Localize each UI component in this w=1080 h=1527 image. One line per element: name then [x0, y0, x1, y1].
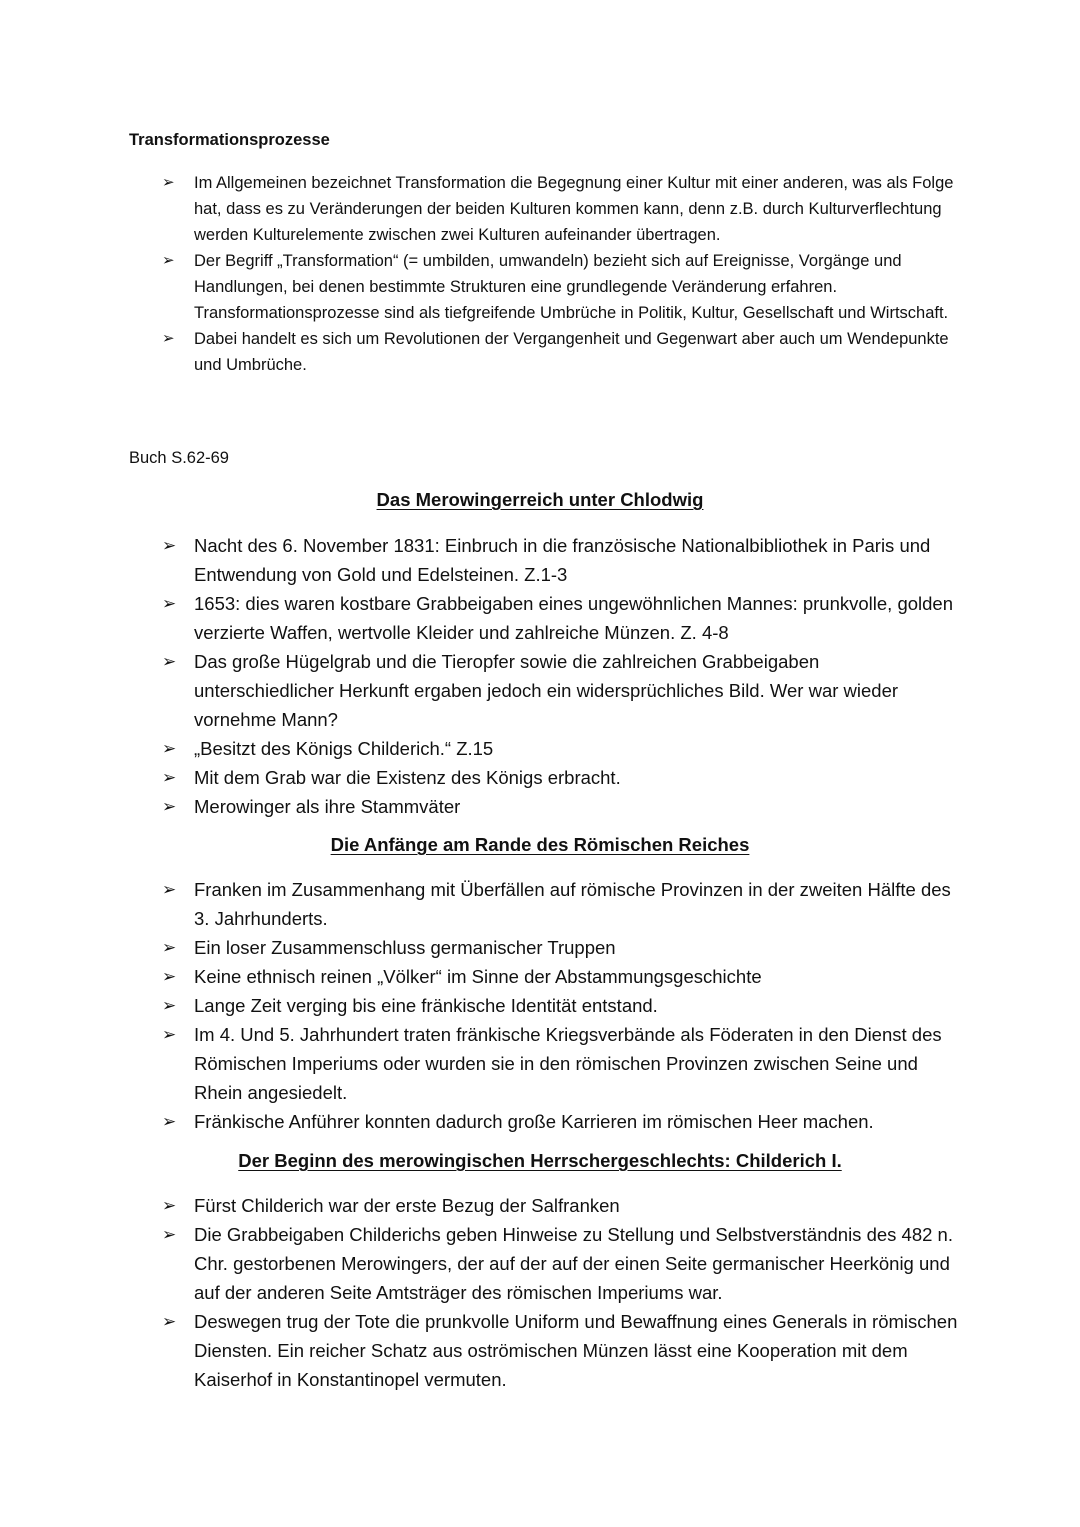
- transformation-bullet-list: [160, 170, 960, 378]
- list-item-text: 1653: dies waren kostbare Grabbeigaben eines ungewöhnlichen Mannes: prunkvolle, golden verzierte Waffen, wertvolle Kleider und zahlreiche Münzen. Z. 4-8: [194, 593, 954, 643]
- arrow-bullet-icon: ➢: [162, 594, 177, 613]
- arrow-bullet-icon: ➢: [162, 1225, 177, 1244]
- arrow-bullet-icon: ➢: [162, 536, 177, 555]
- arrow-bullet-icon: ➢: [162, 330, 175, 347]
- list-item-text: Merowinger als ihre Stammväter: [194, 796, 461, 817]
- list-item-text: Der Begriff „Transformation“ (= umbilden, umwandeln) bezieht sich auf Ereignisse, Vorgänge und Handlungen, bei denen bestimmte Strukturen eine grundlegende Veränderung erfahren. Transformationsprozesse sind als tiefgreifende Umbrüche in Politik, Kultur, Gesellschaft und Wirtschaft.: [194, 252, 949, 322]
- arrow-bullet-icon: ➢: [162, 1025, 177, 1044]
- section-title-transformationsprozesse: Transformationsprozesse: [129, 131, 330, 149]
- list-item: [160, 962, 960, 991]
- heading-merowingerreich: Das Merowingerreich unter Chlodwig: [376, 489, 704, 510]
- anfaenge-bullet-list: [160, 875, 960, 1136]
- list-item-text: Lange Zeit verging bis eine fränkische Identität entstand.: [194, 995, 658, 1016]
- arrow-bullet-icon: ➢: [162, 768, 177, 787]
- arrow-bullet-icon: ➢: [162, 1196, 177, 1215]
- list-item: [160, 589, 960, 647]
- list-item-text: „Besitzt des Königs Childerich.“ Z.15: [194, 738, 494, 759]
- list-item: [160, 734, 960, 763]
- list-item: [160, 933, 960, 962]
- list-item: [160, 1191, 960, 1220]
- arrow-bullet-icon: ➢: [162, 938, 177, 957]
- list-item-text: Deswegen trug der Tote die prunkvolle Uniform und Bewaffnung eines Generals in römischen Diensten. Ein reicher Schatz aus oströmischen Münzen lässt eine Kooperation mit dem Kaiserhof in Konstantinopel vermuten.: [194, 1311, 958, 1390]
- arrow-bullet-icon: ➢: [162, 252, 175, 269]
- list-item-text: Die Grabbeigaben Childerichs geben Hinweise zu Stellung und Selbstverständnis des 482 n. Chr. gestorbenen Merowingers, der auf der auf der einen Seite germanischer Heerkönig und auf der anderen Seite Amtsträger des römischen Imperiums war.: [194, 1224, 953, 1303]
- heading-anfaenge-roemisches-reich: Die Anfänge am Rande des Römischen Reiches: [330, 834, 750, 855]
- list-item: [160, 1220, 960, 1307]
- list-item-text: Das große Hügelgrab und die Tieropfer sowie die zahlreichen Grabbeigaben unterschiedlicher Herkunft ergaben jedoch ein widersprüchliches Bild. Wer war wieder vornehme Mann?: [194, 651, 899, 730]
- childerich-bullet-list: [160, 1191, 960, 1394]
- heading-childerich: Der Beginn des merowingischen Herrschergeschlechts: Childerich I.: [238, 1150, 842, 1171]
- list-item: [160, 1107, 960, 1136]
- list-item-text: Im Allgemeinen bezeichnet Transformation die Begegnung einer Kultur mit einer anderen, was als Folge hat, dass es zu Veränderungen der beiden Kulturen kommen kann, denn z.B. durch Kulturverflechtung werden Kulturelemente zwischen zwei Kulturen aufeinander übertragen.: [194, 174, 954, 244]
- list-item: [160, 248, 960, 326]
- list-item: [160, 1307, 960, 1394]
- book-reference: Buch S.62-69: [129, 449, 229, 467]
- list-item-text: Im 4. Und 5. Jahrhundert traten fränkische Kriegsverbände als Föderaten in den Dienst des Römischen Imperiums oder wurden sie in den römischen Provinzen zwischen Seine und Rhein angesiedelt.: [194, 1024, 942, 1103]
- list-item: [160, 792, 960, 821]
- arrow-bullet-icon: ➢: [162, 739, 177, 758]
- list-item-text: Mit dem Grab war die Existenz des Königs erbracht.: [194, 767, 621, 788]
- arrow-bullet-icon: ➢: [162, 797, 177, 816]
- list-item-text: Nacht des 6. November 1831: Einbruch in die französische Nationalbibliothek in Paris und Entwendung von Gold und Edelsteinen. Z.1-3: [194, 535, 931, 585]
- list-item: [160, 763, 960, 792]
- list-item-text: Ein loser Zusammenschluss germanischer Truppen: [194, 937, 616, 958]
- list-item-text: Franken im Zusammenhang mit Überfällen auf römische Provinzen in der zweiten Hälfte des 3. Jahrhunderts.: [194, 879, 951, 929]
- list-item-text: Fränkische Anführer konnten dadurch große Karrieren im römischen Heer machen.: [194, 1111, 874, 1132]
- arrow-bullet-icon: ➢: [162, 652, 177, 671]
- arrow-bullet-icon: ➢: [162, 1312, 177, 1331]
- arrow-bullet-icon: ➢: [162, 880, 177, 899]
- arrow-bullet-icon: ➢: [162, 996, 177, 1015]
- list-item-text: Keine ethnisch reinen „Völker“ im Sinne der Abstammungsgeschichte: [194, 966, 762, 987]
- list-item: [160, 1020, 960, 1107]
- arrow-bullet-icon: ➢: [162, 174, 175, 191]
- arrow-bullet-icon: ➢: [162, 967, 177, 986]
- merowingerreich-bullet-list: [160, 531, 960, 821]
- arrow-bullet-icon: ➢: [162, 1112, 177, 1131]
- list-item: [160, 326, 960, 378]
- list-item: [160, 647, 960, 734]
- list-item: [160, 991, 960, 1020]
- list-item: [160, 875, 960, 933]
- list-item-text: Dabei handelt es sich um Revolutionen der Vergangenheit und Gegenwart aber auch um Wendepunkte und Umbrüche.: [194, 330, 949, 374]
- list-item: [160, 170, 960, 248]
- list-item-text: Fürst Childerich war der erste Bezug der Salfranken: [194, 1195, 620, 1216]
- list-item: [160, 531, 960, 589]
